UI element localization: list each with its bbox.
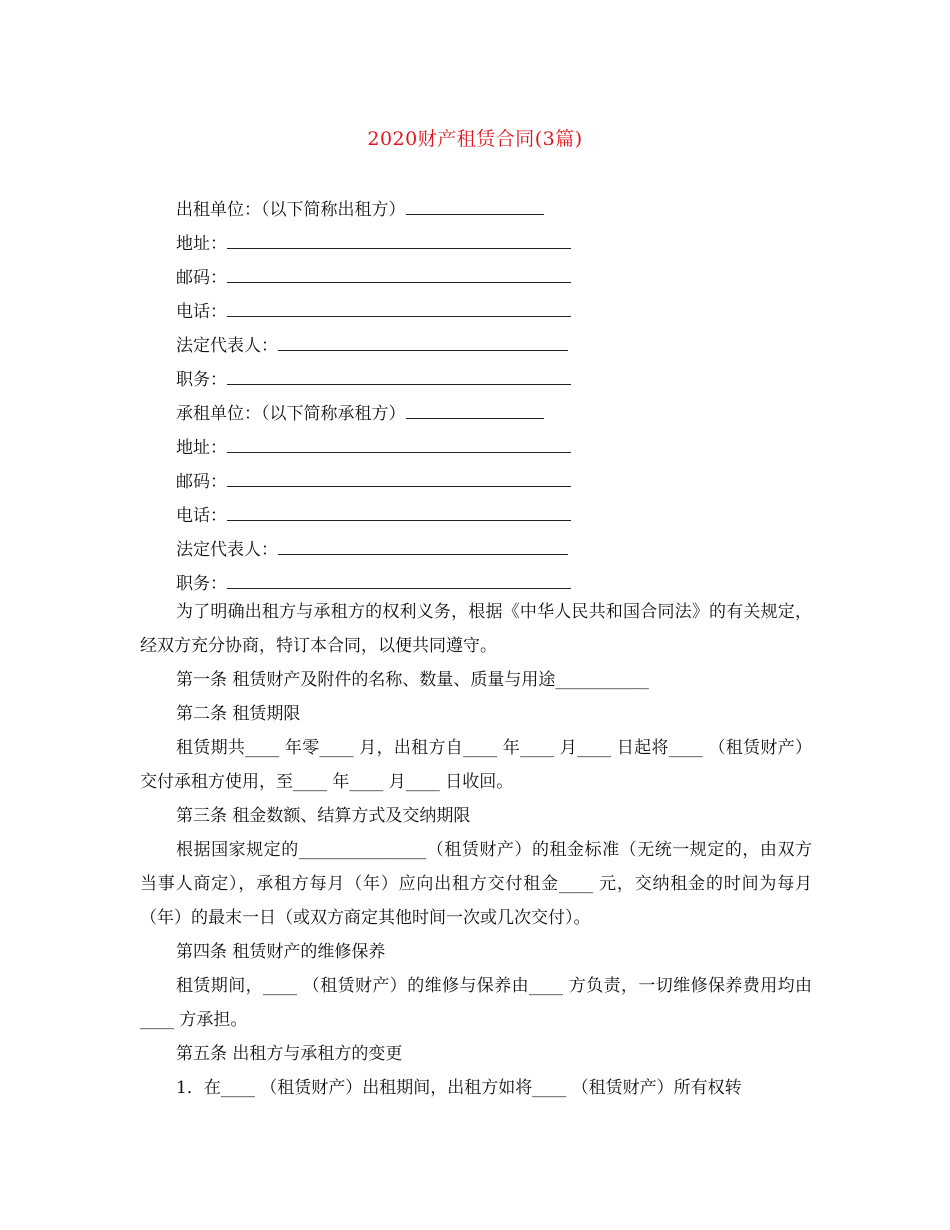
lessor-legal-rep-field <box>176 334 568 357</box>
lessor-unit-field <box>176 198 544 221</box>
field-label: 承租单位：（以下简称承租方） <box>176 404 406 424</box>
field-label: 电话： <box>176 302 227 322</box>
field-label: 法定代表人： <box>176 540 278 560</box>
field-label: 邮码： <box>176 268 227 288</box>
lessee-unit-field <box>176 402 544 425</box>
lessee-address-field <box>176 436 571 459</box>
field-label: 职务： <box>176 574 227 594</box>
article-2-text: 租赁期共____ 年零____ 月，出租方自____ 年____ 月____ 日起将____ （租赁财产）交付承租方使用，至____ 年____ 月____ 日收回。 <box>140 738 812 792</box>
article-2-heading: 第二条 租赁期限 <box>176 704 301 724</box>
fill-blank[interactable] <box>227 572 571 589</box>
fill-blank[interactable] <box>278 334 568 351</box>
article-4-heading: 第四条 租赁财产的维修保养 <box>176 942 386 962</box>
lessee-legal-rep-field <box>176 538 568 561</box>
lessee-postcode-field <box>176 470 571 493</box>
article-5-heading: 第五条 出租方与承租方的变更 <box>176 1044 403 1064</box>
article-3-text: 根据国家规定的_______________（租赁财产）的租金标准（无统一规定的，由双方当事人商定），承租方每月（年）应向出租方交付租金____ 元，交纳租金的时间为每月（年）的最末一日（或双方商定其他时间一次或几次交付）。 <box>140 840 812 928</box>
fill-blank[interactable] <box>227 436 571 453</box>
lessor-position-field <box>176 368 571 391</box>
fill-blank[interactable] <box>227 504 571 521</box>
lessor-address-field <box>176 232 571 255</box>
fill-blank[interactable] <box>227 368 571 385</box>
field-label: 电话： <box>176 506 227 526</box>
fill-blank[interactable] <box>227 470 571 487</box>
article-4-text: 租赁期间，____ （租赁财产）的维修与保养由____ 方负责，一切维修保养费用均由____ 方承担。 <box>140 976 812 1030</box>
fill-blank[interactable] <box>406 198 544 215</box>
lessor-postcode-field <box>176 266 571 289</box>
fill-blank[interactable] <box>406 402 544 419</box>
field-label: 地址： <box>176 438 227 458</box>
article-1-heading: 第一条 租赁财产及附件的名称、数量、质量与用途___________ <box>176 670 649 690</box>
field-label: 邮码： <box>176 472 227 492</box>
fill-blank[interactable] <box>227 266 571 283</box>
field-label: 出租单位：（以下简称出租方） <box>176 200 406 220</box>
document-title: 2020财产租赁合同(3篇) <box>367 128 583 150</box>
field-label: 法定代表人： <box>176 336 278 356</box>
lessee-phone-field <box>176 504 571 527</box>
article-3-heading: 第三条 租金数额、结算方式及交纳期限 <box>176 806 471 826</box>
contract-body <box>140 595 812 1105</box>
lessor-phone-field <box>176 300 571 323</box>
article-5-item-1: 1．在____ （租赁财产）出租期间，出租方如将____ （租赁财产）所有权转 <box>176 1078 742 1098</box>
fill-blank[interactable] <box>227 300 571 317</box>
lessee-position-field <box>176 572 571 595</box>
field-label: 职务： <box>176 370 227 390</box>
field-label: 地址： <box>176 234 227 254</box>
preamble-paragraph: 为了明确出租方与承租方的权利义务，根据《中华人民共和国合同法》的有关规定，经双方充分协商，特订本合同，以便共同遵守。 <box>140 602 812 656</box>
fill-blank[interactable] <box>278 538 568 555</box>
fill-blank[interactable] <box>227 232 571 249</box>
